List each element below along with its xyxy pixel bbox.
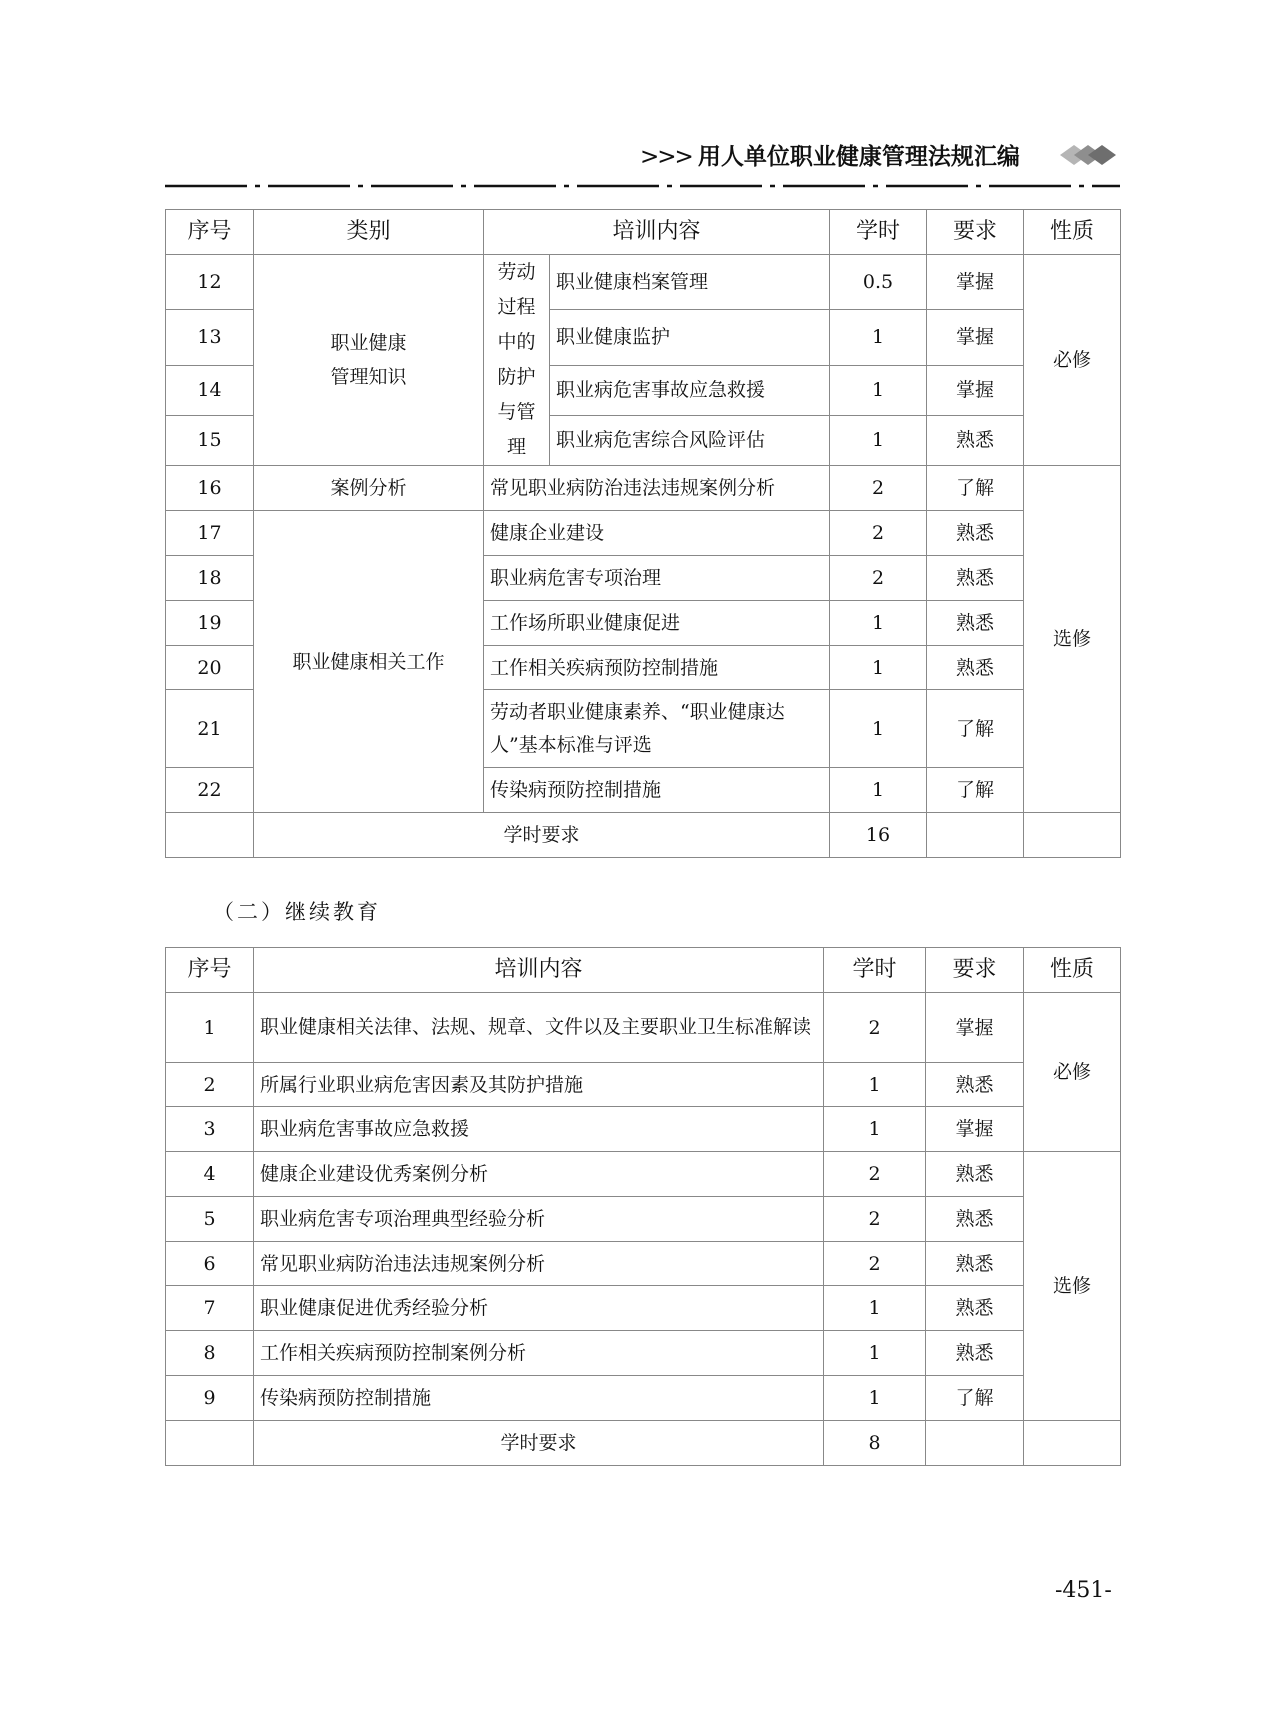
header-cell-content: 培训内容: [254, 948, 824, 993]
row-number: 20: [166, 646, 254, 690]
hours-cell: 2: [830, 511, 927, 556]
requirement-cell: 熟悉: [927, 601, 1024, 646]
table-header-row: [166, 210, 1121, 255]
hours-cell: 0.5: [830, 255, 927, 310]
row-number: 14: [166, 365, 254, 415]
requirement-cell: 熟悉: [927, 511, 1024, 556]
nature-cell: 必修: [1024, 993, 1121, 1152]
row-number: 19: [166, 601, 254, 646]
nature-cell: 必修: [1024, 255, 1121, 466]
row-number: 6: [166, 1242, 254, 1286]
hours-cell: 2: [824, 1242, 926, 1286]
hours-cell: 2: [830, 556, 927, 601]
table-row: [166, 1197, 1121, 1242]
content-cell: 职业病危害专项治理典型经验分析: [254, 1197, 824, 1242]
requirement-cell: 熟悉: [926, 1242, 1024, 1286]
requirement-cell: 熟悉: [926, 1286, 1024, 1331]
hours-cell: 1: [824, 1286, 926, 1331]
header-cell-hours: 学时: [830, 210, 927, 255]
hours-cell: 1: [830, 690, 927, 768]
content-cell: 职业病危害事故应急救援: [254, 1107, 824, 1152]
row-number: 12: [166, 255, 254, 310]
row-number: 17: [166, 511, 254, 556]
requirement-cell: 掌握: [927, 310, 1024, 365]
hours-cell: 1: [830, 415, 927, 465]
table-header-row: [166, 948, 1121, 993]
header-cell-nature: 性质: [1024, 948, 1121, 993]
category-cell: 职业健康相关工作: [254, 511, 484, 813]
requirement-cell: 熟悉: [927, 556, 1024, 601]
hours-cell: 2: [830, 466, 927, 511]
header-cell-nature: 性质: [1024, 210, 1121, 255]
table-row: [166, 1376, 1121, 1421]
subcategory-cell: 劳动 过程 中的 防护 与管 理: [484, 255, 550, 466]
requirement-cell: 了解: [926, 1376, 1024, 1421]
content-cell: 健康企业建设: [484, 511, 830, 556]
content-cell: 常见职业病防治违法违规案例分析: [254, 1242, 824, 1286]
hours-cell: 1: [824, 1107, 926, 1152]
content-cell: 职业健康促进优秀经验分析: [254, 1286, 824, 1331]
requirement-cell: 掌握: [926, 1107, 1024, 1152]
requirement-cell: 了解: [927, 466, 1024, 511]
content-cell: 职业病危害综合风险评估: [550, 415, 830, 465]
content-cell: 传染病预防控制措施: [254, 1376, 824, 1421]
row-number: 22: [166, 768, 254, 813]
row-number: 2: [166, 1063, 254, 1107]
requirement-cell: 掌握: [927, 365, 1024, 415]
table-row: [166, 466, 1121, 511]
nature-cell: 选修: [1024, 1152, 1121, 1421]
header-cell-hours: 学时: [824, 948, 926, 993]
book-title: 用人单位职业健康管理法规汇编: [697, 144, 1020, 170]
basic-training-table: [165, 209, 1121, 858]
running-head: [640, 138, 1130, 171]
hours-cell: 2: [824, 993, 926, 1063]
content-cell: 职业健康监护: [550, 310, 830, 365]
content-cell: 工作相关疾病预防控制措施: [484, 646, 830, 690]
table-row: [166, 1152, 1121, 1197]
total-hours: 8: [824, 1421, 926, 1466]
header-cell-category: 类别: [254, 210, 484, 255]
content-cell: 工作相关疾病预防控制案例分析: [254, 1331, 824, 1376]
table-row: [166, 1063, 1121, 1107]
content-cell: 所属行业职业病危害因素及其防护措施: [254, 1063, 824, 1107]
row-number: 13: [166, 310, 254, 365]
content-cell: 常见职业病防治违法违规案例分析: [484, 466, 830, 511]
empty-cell: [927, 813, 1024, 858]
empty-cell: [166, 813, 254, 858]
empty-cell: [926, 1421, 1024, 1466]
content-cell: 健康企业建设优秀案例分析: [254, 1152, 824, 1197]
requirement-cell: 熟悉: [927, 646, 1024, 690]
content-cell: 职业病危害专项治理: [484, 556, 830, 601]
category-cell: 职业健康 管理知识: [254, 255, 484, 466]
row-number: 1: [166, 993, 254, 1063]
content-cell: 劳动者职业健康素养、“职业健康达人”基本标准与评选: [484, 690, 830, 768]
row-number: 16: [166, 466, 254, 511]
requirement-cell: 熟悉: [926, 1331, 1024, 1376]
table-row: [166, 1107, 1121, 1152]
row-number: 9: [166, 1376, 254, 1421]
total-label: 学时要求: [254, 813, 830, 858]
requirement-cell: 熟悉: [926, 1197, 1024, 1242]
nature-cell: 选修: [1024, 466, 1121, 813]
header-cell-content: 培训内容: [484, 210, 830, 255]
requirement-cell: 熟悉: [927, 415, 1024, 465]
empty-cell: [166, 1421, 254, 1466]
hours-cell: 1: [830, 601, 927, 646]
header-rule: [165, 183, 1120, 189]
requirement-cell: 了解: [927, 768, 1024, 813]
page-number: -451-: [1055, 1578, 1112, 1603]
table-row: [166, 511, 1121, 556]
hours-cell: 1: [824, 1063, 926, 1107]
row-number: 7: [166, 1286, 254, 1331]
row-number: 18: [166, 556, 254, 601]
total-row: [166, 813, 1121, 858]
hours-cell: 1: [830, 768, 927, 813]
total-label: 学时要求: [254, 1421, 824, 1466]
empty-cell: [1024, 1421, 1121, 1466]
hours-cell: 1: [830, 646, 927, 690]
row-number: 8: [166, 1331, 254, 1376]
table-row: [166, 1286, 1121, 1331]
hours-cell: 1: [830, 310, 927, 365]
table-row: [166, 255, 1121, 310]
hours-cell: 2: [824, 1197, 926, 1242]
row-number: 21: [166, 690, 254, 768]
header-cell-no: 序号: [166, 210, 254, 255]
total-row: [166, 1421, 1121, 1466]
content-cell: 职业健康相关法律、法规、规章、文件以及主要职业卫生标准解读: [254, 993, 824, 1063]
requirement-cell: 了解: [927, 690, 1024, 768]
header-cell-requirement: 要求: [926, 948, 1024, 993]
table-row: [166, 1331, 1121, 1376]
hours-cell: 2: [824, 1152, 926, 1197]
requirement-cell: 熟悉: [926, 1152, 1024, 1197]
chevron-icon: >>>: [640, 144, 692, 170]
hours-cell: 1: [830, 365, 927, 415]
content-cell: 职业健康档案管理: [550, 255, 830, 310]
empty-cell: [1024, 813, 1121, 858]
hours-cell: 1: [824, 1376, 926, 1421]
header-cell-no: 序号: [166, 948, 254, 993]
content-cell: 职业病危害事故应急救援: [550, 365, 830, 415]
content-cell: 传染病预防控制措施: [484, 768, 830, 813]
requirement-cell: 熟悉: [926, 1063, 1024, 1107]
requirement-cell: 掌握: [927, 255, 1024, 310]
row-number: 3: [166, 1107, 254, 1152]
header-cell-requirement: 要求: [927, 210, 1024, 255]
content-cell: 工作场所职业健康促进: [484, 601, 830, 646]
diamond-ornament-icon: [1058, 142, 1120, 168]
table-row: [166, 993, 1121, 1063]
category-cell: 案例分析: [254, 466, 484, 511]
requirement-cell: 掌握: [926, 993, 1024, 1063]
row-number: 5: [166, 1197, 254, 1242]
row-number: 15: [166, 415, 254, 465]
table-row: [166, 1242, 1121, 1286]
continuing-education-table: [165, 947, 1121, 1466]
total-hours: 16: [830, 813, 927, 858]
section-heading: （二）继续教育: [213, 900, 381, 924]
row-number: 4: [166, 1152, 254, 1197]
hours-cell: 1: [824, 1331, 926, 1376]
